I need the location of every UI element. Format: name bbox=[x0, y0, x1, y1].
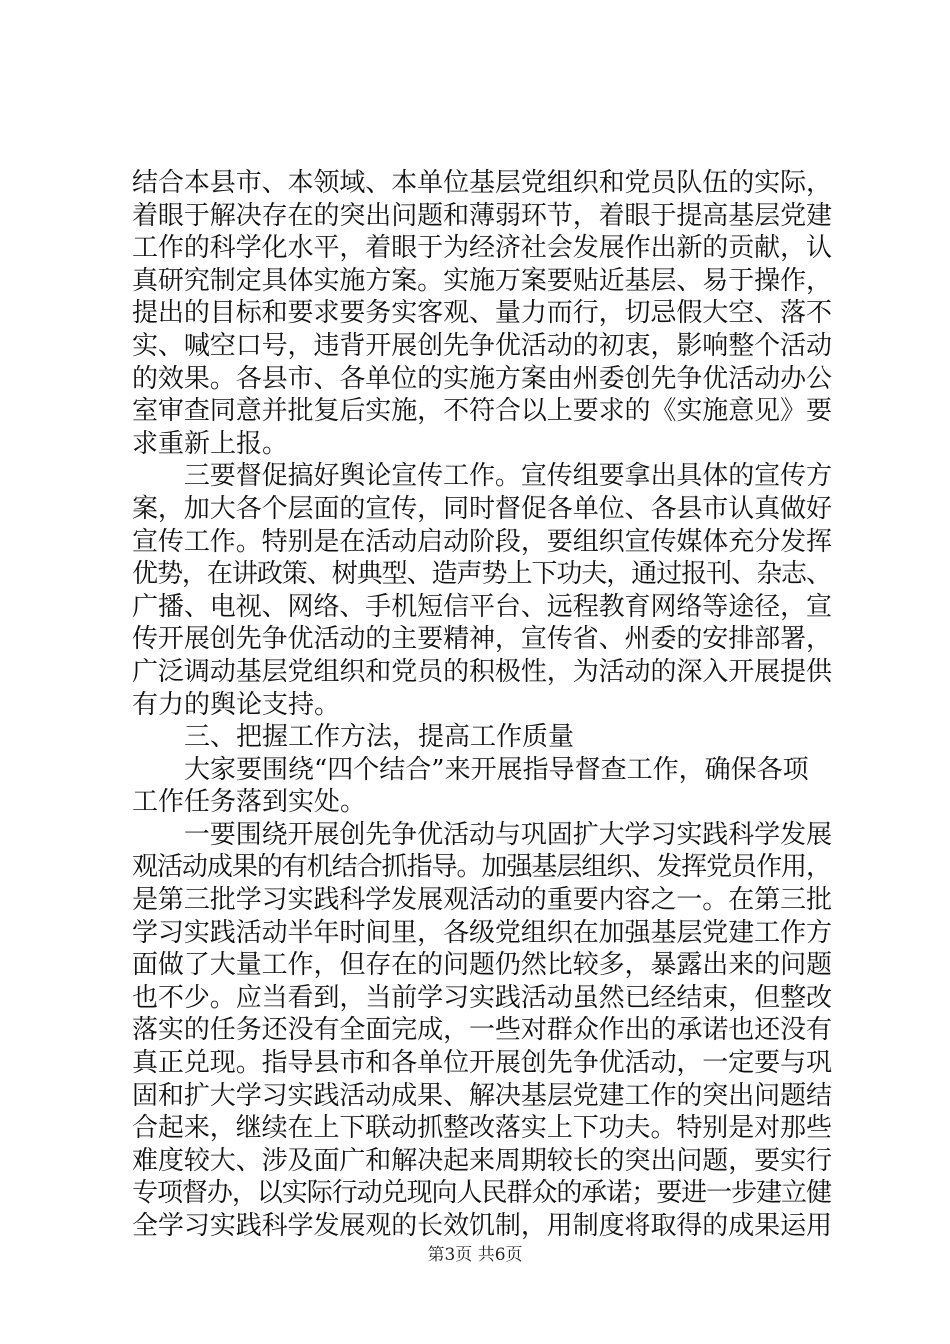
text-line: 也不少。应当看到，当前学习实践活动虽然已经结束，但整改 bbox=[132, 982, 832, 1013]
text-line: 固和扩大学习实践活动成果、解决基层党建工作的突出问题结 bbox=[132, 1080, 832, 1111]
text-line: 实、喊空口号，违背开展创先争优活动的初衷，影响整个活动 bbox=[132, 330, 832, 361]
text-line: 面做了大量工作，但存在的问题仍然比较多，暴露出来的问题 bbox=[132, 950, 832, 981]
text-line: 优势，在讲政策、树典型、造声势上下功夫，通过报刊、杂志、 bbox=[132, 559, 831, 590]
text-line: 广播、电视、网络、手机短信平台、远程教育网络等途径，宣 bbox=[132, 591, 832, 622]
text-line: 三、把握工作方法，提高工作质量 bbox=[132, 722, 575, 753]
text-line: 提出的目标和要求要务实客观、量力而行，切忌假大空、落不 bbox=[132, 298, 832, 329]
body-text bbox=[132, 167, 832, 1243]
text-line: 专项督办，以实际行动兑现向人民群众的承诺；要进一步建立健 bbox=[132, 1178, 831, 1209]
text-line: 宣传工作。特别是在活动启动阶段，要组织宣传媒体充分发挥 bbox=[132, 526, 832, 557]
text-line: 传开展创先争优活动的主要精神，宣传省、州委的安排部署， bbox=[132, 624, 832, 655]
text-line: 工作任务落到实处。 bbox=[132, 787, 367, 818]
text-line: 难度较大、涉及面广和解决起来周期较长的突出问题，要实行 bbox=[132, 1145, 832, 1176]
text-line: 落实的任务还没有全面完成，一些对群众作出的承诺也还没有 bbox=[132, 1015, 832, 1046]
text-line: 观活动成果的有机结合抓指导。加强基层组织、发挥党员作用， bbox=[132, 852, 831, 883]
text-line: 广泛调动基层党组织和党员的积极性，为活动的深入开展提供 bbox=[132, 656, 832, 687]
page-footer: 第3页 共6页 bbox=[427, 1245, 523, 1265]
text-line: 大家要围绕“四个结合”来开展指导督查工作，确保各项 bbox=[132, 754, 809, 785]
text-line: 着眼于解决存在的突出问题和薄弱环节，着眼于提高基层党建 bbox=[132, 200, 832, 231]
text-line: 有力的舆论支持。 bbox=[132, 689, 341, 720]
text-line: 求重新上报。 bbox=[132, 428, 289, 459]
text-line: 全学习实践科学发展观的长效饥制，用制度将取得的成果运用 bbox=[132, 1211, 832, 1241]
text-line: 案，加大各个层面的宣传，同时督促各单位、各县市认真做好 bbox=[132, 493, 832, 524]
text-line: 是第三批学习实践科学发展观活动的重要内容之一。在第三批 bbox=[132, 885, 832, 916]
text-line: 工作的科学化水平，着眼于为经济社会发展作出新的贡献，认 bbox=[132, 233, 832, 264]
text-line: 结合本县市、本领域、本单位基层党组织和党员队伍的实际， bbox=[132, 168, 832, 198]
text-line: 学习实践活动半年时间里，各级党组织在加强基层党建工作方 bbox=[132, 917, 832, 948]
text-line: 真正兑现。指导县市和各单位开展创先争优活动，一定要与巩 bbox=[132, 1048, 832, 1079]
text-line: 三要督促搞好舆论宣传工作。宣传组要拿出具体的宣传方 bbox=[132, 461, 832, 492]
text-line: 室审查同意并批复后实施，不符合以上要求的《实施意见》要 bbox=[132, 396, 832, 427]
text-line: 合起来，继续在上下联动抓整改落实上下功夫。特别是对那些 bbox=[132, 1113, 832, 1144]
text-line: 一要围绕开展创先争优活动与巩固扩大学习实践科学发展 bbox=[132, 819, 832, 850]
text-line: 真研究制定具体实施方案。实施万案要贴近基层、易于操作， bbox=[132, 265, 832, 296]
text-line: 的效果。各县市、各单位的实施方案由州委创先争优活动办公 bbox=[132, 363, 832, 394]
